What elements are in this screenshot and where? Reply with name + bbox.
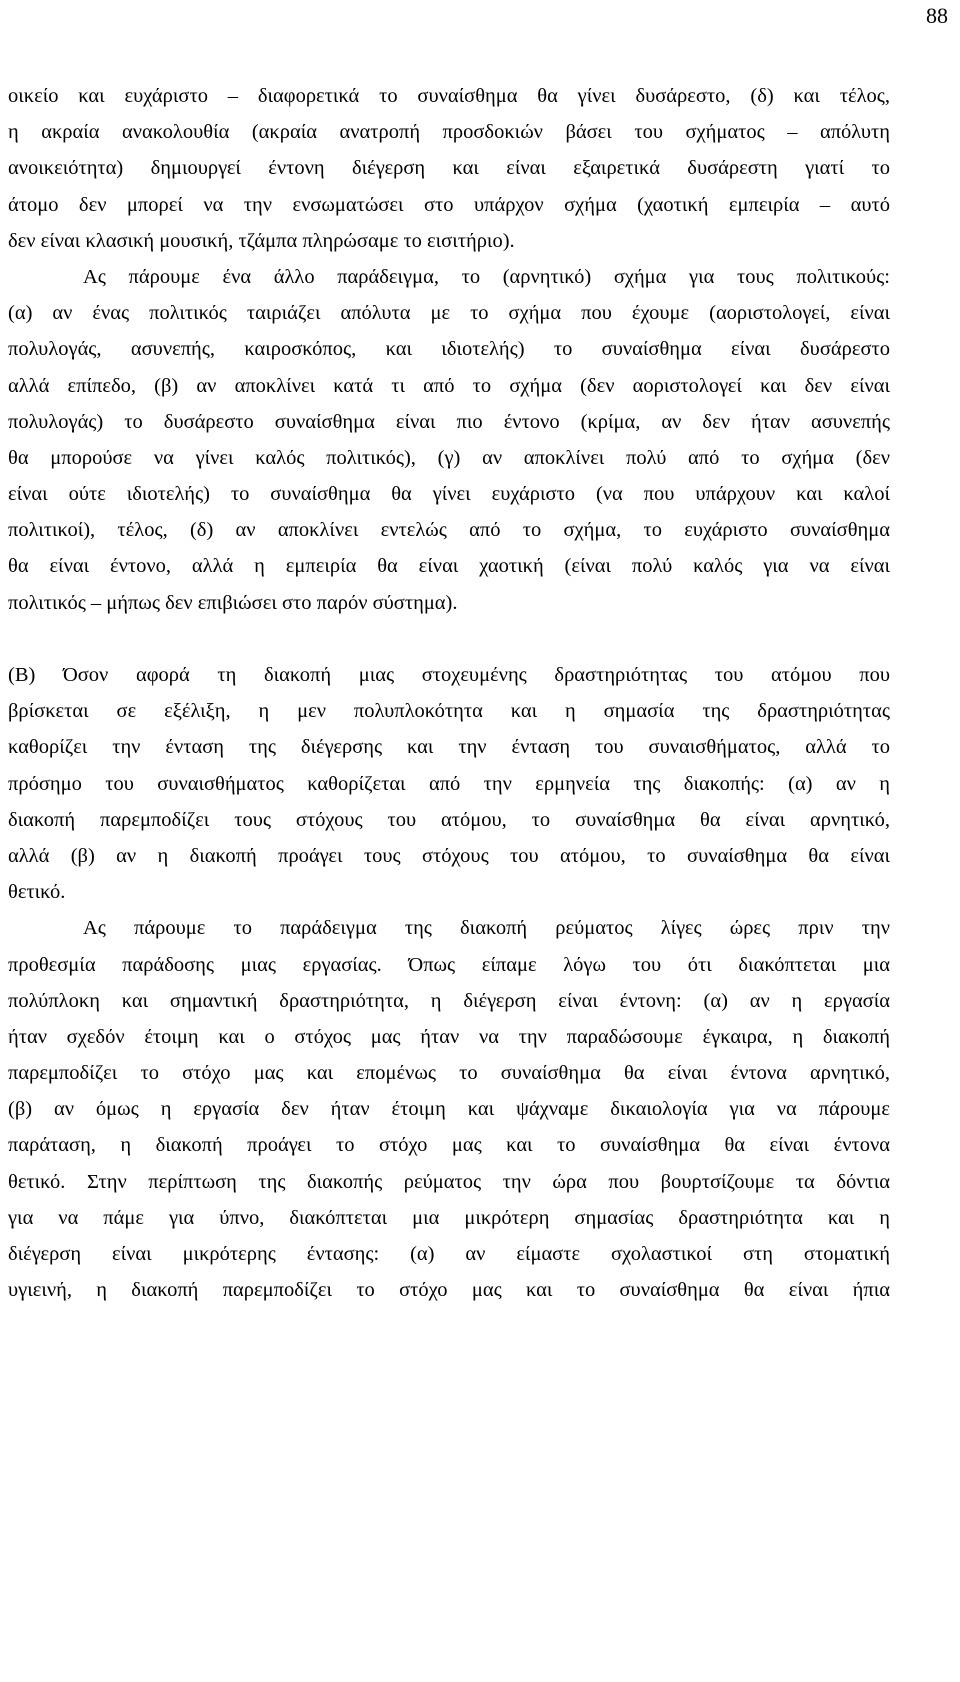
text-line: ανοικειότητα) δημιουργεί έντονη διέγερση και είναι εξαιρετικά δυσάρεστη γιατί το bbox=[8, 157, 890, 180]
text-line: βρίσκεται σε εξέλιξη, η μεν πολυπλοκότητα και η σημασία της δραστηριότητας bbox=[8, 700, 890, 723]
text-line: πρόσημο του συναισθήματος καθορίζεται από την ερμηνεία της διακοπής: (α) αν η bbox=[8, 772, 890, 795]
text-line: Ας πάρουμε το παράδειγμα της διακοπή ρεύματος λίγες ώρες πριν την bbox=[83, 917, 890, 940]
text-line: οικείο και ευχάριστο – διαφορετικά το συναίσθημα θα γίνει δυσάρεστο, (δ) και τέλος, bbox=[8, 85, 890, 107]
text-line: καθορίζει την ένταση της διέγερσης και την ένταση του συναισθήματος, αλλά το bbox=[8, 736, 890, 759]
text-line: υγιεινή, η διακοπή παρεμποδίζει το στόχο μας και το συναίσθημα θα είναι ήπια bbox=[8, 1279, 890, 1302]
document-body bbox=[8, 78, 890, 1308]
text-line: Ας πάρουμε ένα άλλο παράδειγμα, το (αρνητικό) σχήμα για τους πολιτικούς: bbox=[83, 265, 890, 288]
text-line: (α) αν ένας πολιτικός ταιριάζει απόλυτα με το σχήμα που έχουμε (αοριστολογεί, είναι bbox=[8, 302, 890, 325]
text-line: θα είναι έντονο, αλλά η εμπειρία θα είναι χαοτική (είναι πολύ καλός για να είναι bbox=[8, 555, 890, 578]
text-line: είναι ούτε ιδιοτελής) το συναίσθημα θα γίνει ευχάριστο (να που υπάρχουν και καλοί bbox=[8, 483, 890, 506]
text-line: πολιτικός – μήπως δεν επιβιώσει στο παρόν σύστημα). bbox=[8, 591, 458, 614]
paragraph-1 bbox=[8, 78, 890, 259]
text-line: παρεμποδίζει το στόχο μας και επομένως το συναίσθημα θα είναι έντονα αρνητικό, bbox=[8, 1062, 890, 1085]
paragraph-3 bbox=[8, 657, 890, 910]
text-line: θετικό. Στην περίπτωση της διακοπής ρεύματος την ώρα που βουρτσίζουμε τα δόντια bbox=[8, 1170, 890, 1193]
text-line: παράταση, η διακοπή προάγει το στόχο μας και το συναίσθημα θα είναι έντονα bbox=[8, 1134, 890, 1157]
text-line: ήταν σχεδόν έτοιμη και ο στόχος μας ήταν να την παραδώσουμε έγκαιρα, η διακοπή bbox=[8, 1025, 890, 1048]
text-line: πολιτικοί), τέλος, (δ) αν αποκλίνει εντελώς από το σχήμα, το ευχάριστο συναίσθημα bbox=[8, 519, 890, 542]
text-line: (β) αν όμως η εργασία δεν ήταν έτοιμη και ψάχναμε δικαιολογία για να πάρουμε bbox=[8, 1098, 890, 1121]
text-line: πολυλογάς) το δυσάρεστο συναίσθημα είναι πιο έντονο (κρίμα, αν δεν ήταν ασυνεπής bbox=[8, 410, 890, 433]
text-line: αλλά επίπεδο, (β) αν αποκλίνει κατά τι από το σχήμα (δεν αοριστολογεί και δεν είναι bbox=[8, 374, 890, 397]
text-line: η ακραία ανακολουθία (ακραία ανατροπή προσδοκιών βάσει του σχήματος – απόλυτη bbox=[8, 121, 890, 144]
text-line: δεν είναι κλασική μουσική, τζάμπα πληρώσαμε το εισιτήριο). bbox=[8, 229, 515, 252]
text-line: για να πάμε για ύπνο, διακόπτεται μια μικρότερη σημασίας δραστηριότητα και η bbox=[8, 1206, 890, 1229]
text-line: διέγερση είναι μικρότερης έντασης: (α) αν είμαστε σχολαστικοί στη στοματική bbox=[8, 1243, 890, 1265]
page-number: 88 bbox=[926, 3, 948, 28]
paragraph-2 bbox=[8, 259, 890, 621]
text-line: (Β) Όσον αφορά τη διακοπή μιας στοχευμένης δραστηριότητας του ατόμου που bbox=[8, 664, 890, 686]
text-line: άτομο δεν μπορεί να την ενσωματώσει στο υπάρχον σχήμα (χαοτική εμπειρία – αυτό bbox=[8, 193, 890, 216]
text-line: προθεσμία παράδοσης μιας εργασίας. Όπως είπαμε λόγω του ότι διακόπτεται μια bbox=[8, 953, 890, 976]
text-line: πολυλογάς, ασυνεπής, καιροσκόπος, και ιδιοτελής) το συναίσθημα είναι δυσάρεστο bbox=[8, 338, 890, 361]
paragraph-4 bbox=[8, 910, 890, 1308]
text-line: αλλά (β) αν η διακοπή προάγει τους στόχους του ατόμου, το συναίσθημα θα είναι bbox=[8, 844, 890, 867]
text-line: διακοπή παρεμποδίζει τους στόχους του ατόμου, το συναίσθημα θα είναι αρνητικό, bbox=[8, 808, 890, 831]
text-line: πολύπλοκη και σημαντική δραστηριότητα, η διέγερση είναι έντονη: (α) αν η εργασία bbox=[8, 989, 890, 1012]
text-line: θετικό. bbox=[8, 881, 66, 904]
text-line: θα μπορούσε να γίνει καλός πολιτικός), (γ) αν αποκλίνει πολύ από το σχήμα (δεν bbox=[8, 446, 890, 469]
paragraph-gap bbox=[8, 621, 890, 657]
